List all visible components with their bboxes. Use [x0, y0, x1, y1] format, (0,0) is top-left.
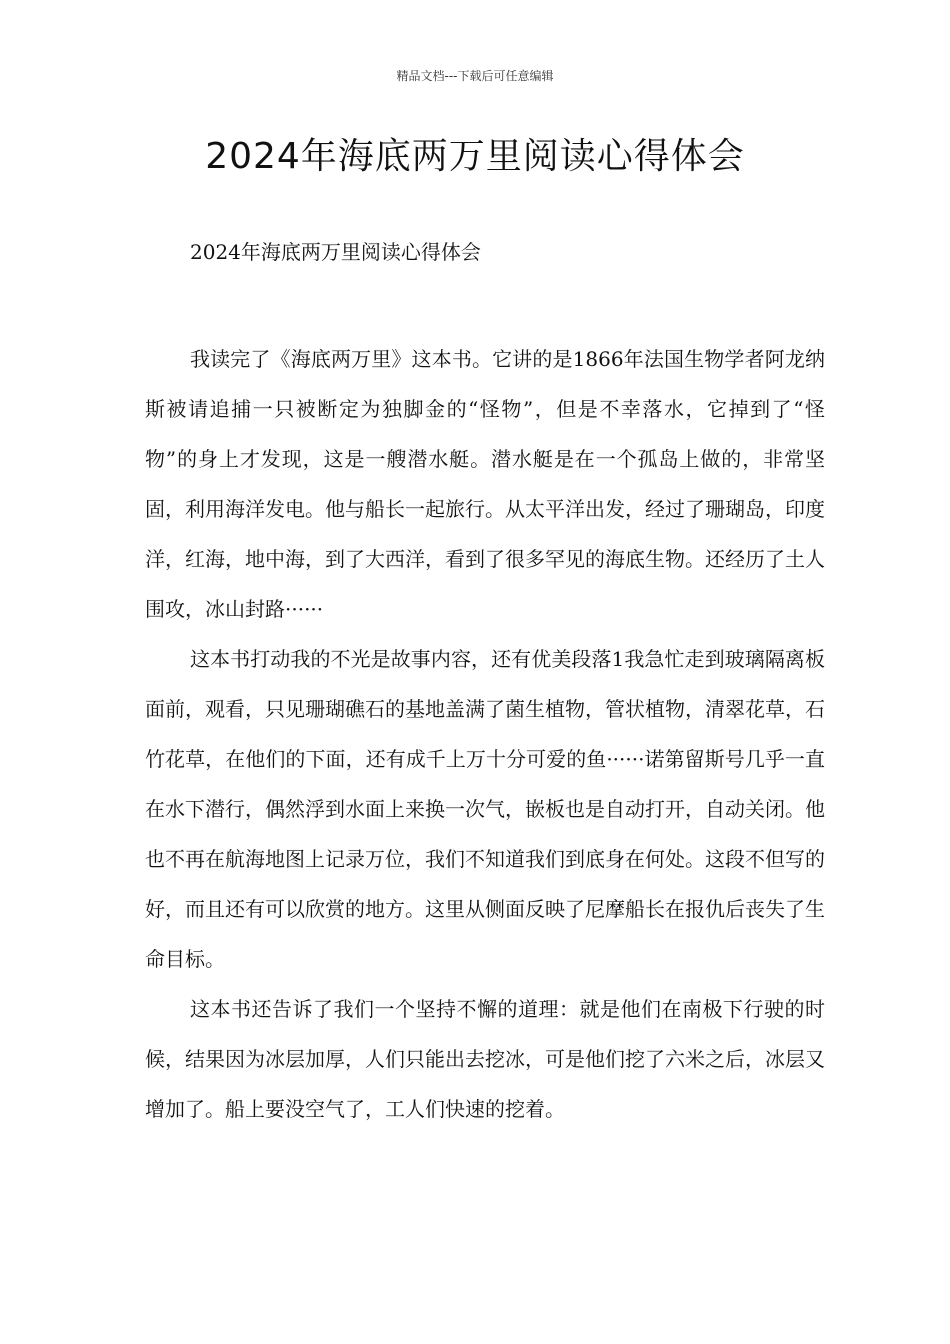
- paragraph-2: 这本书打动我的不光是故事内容，还有优美段落1我急忙走到玻璃隔离板面前，观看，只见珊瑚礁石的基地盖满了菌生植物，管状植物，清翠花草，石竹花草，在他们的下面，还有成千上万十分可爱的鱼······诺第留斯号几乎一直在水下潜行，偶然浮到水面上来换一次气，嵌板也是自动打开，自动关闭。他也不再在航海地图上记录万位，我们不知道我们到底身在何处。这段不但写的好，而且还有可以欣赏的地方。这里从侧面反映了尼摩船长在报仇后丧失了生命目标。: [145, 647, 825, 971]
- paragraph-3: 这本书还告诉了我们一个坚持不懈的道理：就是他们在南极下行驶的时候，结果因为冰层加厚，人们只能出去挖冰，可是他们挖了六米之后，冰层又增加了。船上要没空气了，工人们快速的挖着。: [145, 997, 825, 1121]
- header-note: 精品文档---下载后可任意编辑: [396, 69, 554, 83]
- page-title: 2024年海底两万里阅读心得体会: [205, 136, 745, 177]
- paragraph-1: 我读完了《海底两万里》这本书。它讲的是1866年法国生物学者阿龙纳斯被请追捕一只被断定为独脚金的“怪物”，但是不幸落水，它掉到了“怪物”的身上才发现，这是一艘潜水艇。潜水艇是在一个孤岛上做的，非常坚固，利用海洋发电。他与船长一起旅行。从太平洋出发，经过了珊瑚岛，印度洋，红海，地中海，到了大西洋，看到了很多罕见的海底生物。还经历了土人围攻，冰山封路······: [145, 347, 825, 621]
- subtitle: 2024年海底两万里阅读心得体会: [190, 240, 481, 264]
- document-body: [145, 334, 825, 1134]
